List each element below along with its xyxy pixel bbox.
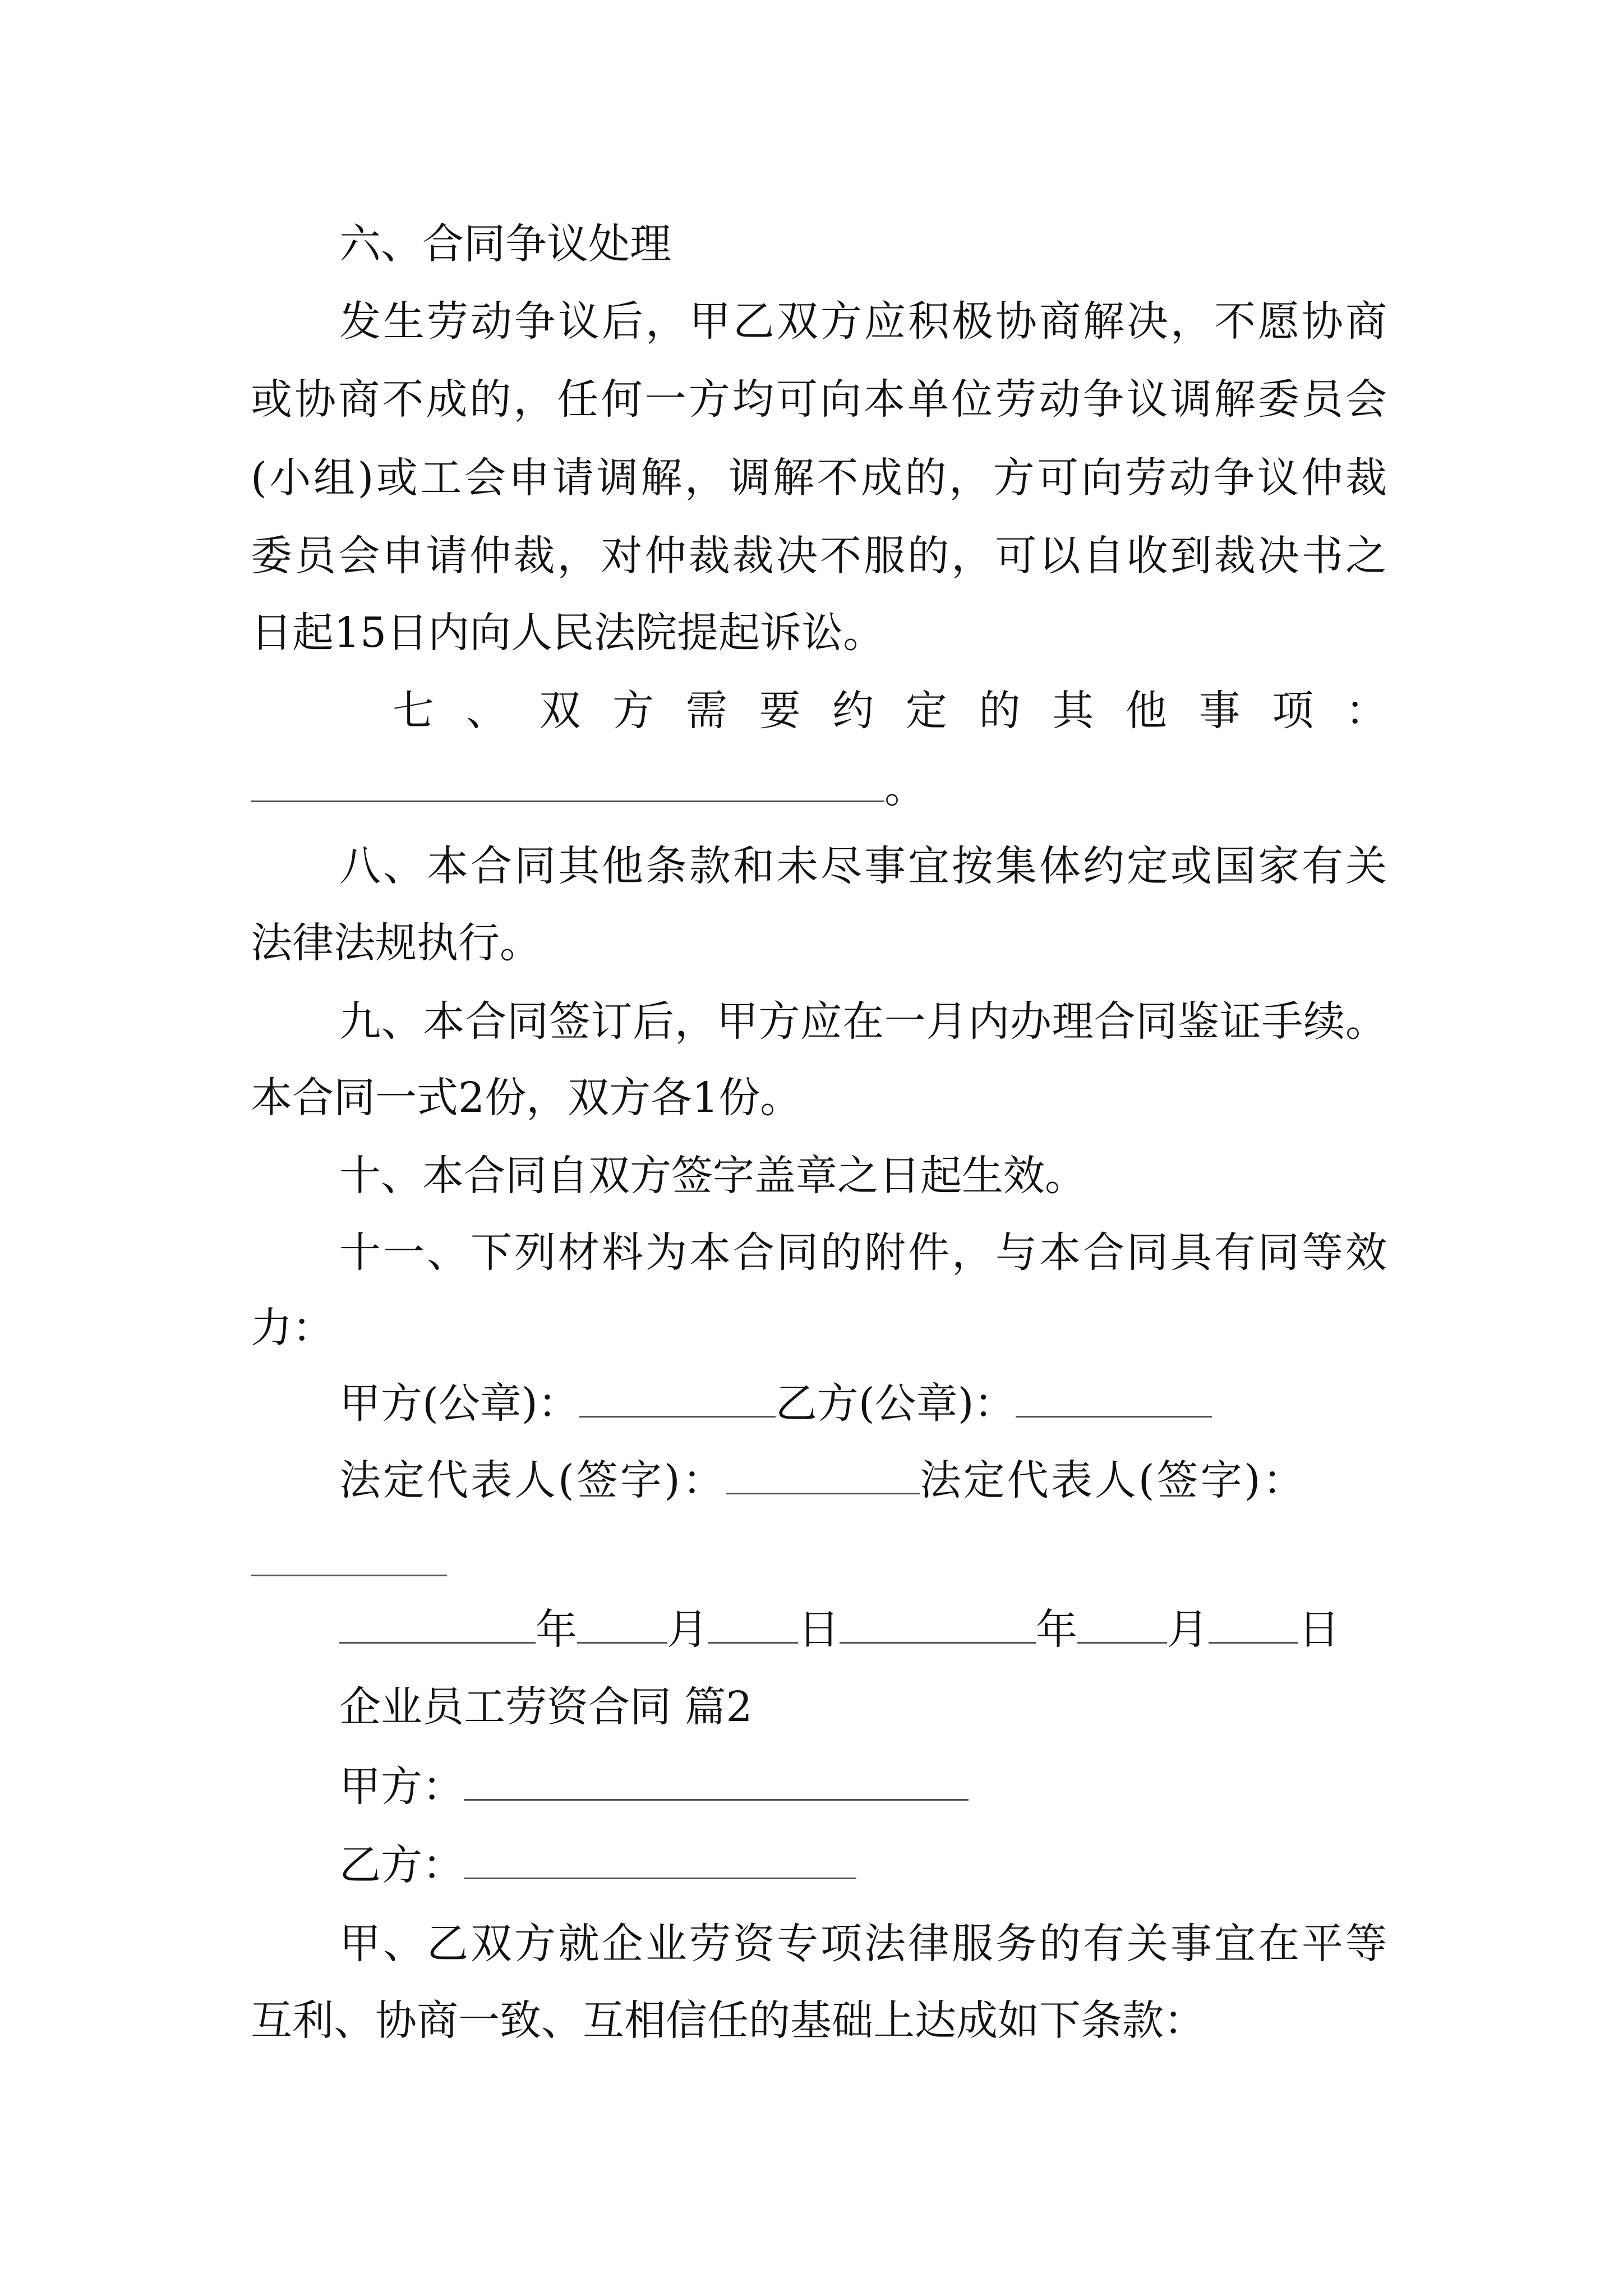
paragraph-line: 法律法规执行。 xyxy=(251,919,541,967)
rep-b-blank[interactable] xyxy=(251,1541,447,1576)
seal-line xyxy=(339,1373,1387,1434)
rep-a-blank[interactable] xyxy=(726,1459,920,1494)
paragraph-line: (小组)或工会申请调解，调解不成的，方可向劳动争议仲裁 xyxy=(251,454,1387,502)
paragraph-line: 甲、乙双方就企业劳资专项法律服务的有关事宜在平等 xyxy=(339,1920,1387,1968)
paragraph-line: 日起15日内向人民法院提起诉讼。 xyxy=(251,609,885,657)
signature-line xyxy=(339,1450,1387,1511)
day-label: 日 xyxy=(798,1605,840,1654)
party-a-line xyxy=(339,1756,1387,1818)
year-blank[interactable] xyxy=(339,1608,536,1644)
party-b-label: 乙方： xyxy=(339,1841,464,1889)
paragraph-line: 委员会申请仲裁，对仲裁裁决不服的，可以自收到裁决书之 xyxy=(251,532,1387,580)
month-label: 月 xyxy=(667,1605,708,1654)
day-blank[interactable] xyxy=(708,1608,798,1644)
year-label: 年 xyxy=(1036,1605,1077,1654)
day-label: 日 xyxy=(1298,1605,1340,1654)
fill-blank[interactable] xyxy=(251,767,884,802)
party-b-blank[interactable] xyxy=(464,1844,856,1879)
year-label: 年 xyxy=(536,1605,577,1654)
paragraph-line: 九、本合同签订后，甲方应在一月内办理合同鉴证手续。 xyxy=(339,997,1387,1046)
paragraph-line: 互利、协商一致、互相信任的基础上达成如下条款： xyxy=(251,1996,1205,2045)
section-10: 十、本合同自双方签字盖章之日起生效。 xyxy=(339,1152,1086,1200)
party-b-line xyxy=(339,1834,1387,1896)
paragraph-line: 八、本合同其他条款和未尽事宜按集体约定或国家有关 xyxy=(339,842,1387,890)
paragraph-line: 发生劳动争议后，甲乙双方应积极协商解决，不愿协商 xyxy=(339,297,1387,346)
date-line xyxy=(339,1599,1387,1660)
rep-b-label: 法定代表人(签字)： xyxy=(919,1456,1307,1504)
year-blank[interactable] xyxy=(840,1608,1036,1644)
section-6-title: 六、合同争议处理 xyxy=(339,220,671,268)
party-a-seal-label: 甲方(公章)： xyxy=(339,1379,579,1428)
section-7-blank-line xyxy=(251,757,1387,819)
month-label: 月 xyxy=(1167,1605,1209,1654)
month-blank[interactable] xyxy=(577,1608,667,1644)
rep-b-blank-line xyxy=(251,1531,1387,1593)
month-blank[interactable] xyxy=(1077,1608,1167,1644)
party-b-seal-blank[interactable] xyxy=(1016,1382,1212,1418)
section-7-title: 七、双方需要约定的其他事项： xyxy=(393,687,1387,735)
party-a-seal-blank[interactable] xyxy=(579,1382,776,1418)
paragraph-line: 或协商不成的，任何一方均可向本单位劳动争议调解委员会 xyxy=(251,375,1387,424)
day-blank[interactable] xyxy=(1209,1608,1298,1644)
rep-a-label: 法定代表人(签字)： xyxy=(339,1456,726,1504)
paragraph-line: 力： xyxy=(251,1304,334,1352)
paragraph-line: 本合同一式2份，双方各1份。 xyxy=(251,1074,802,1122)
section-title-2: 企业员工劳资合同 篇2 xyxy=(339,1683,753,1731)
party-a-blank[interactable] xyxy=(464,1765,969,1801)
paragraph-line: 十一、下列材料为本合同的附件，与本合同具有同等效 xyxy=(339,1228,1387,1277)
party-a-label: 甲方： xyxy=(339,1763,464,1811)
party-b-seal-label: 乙方(公章)： xyxy=(775,1379,1016,1428)
period: 。 xyxy=(884,764,926,812)
